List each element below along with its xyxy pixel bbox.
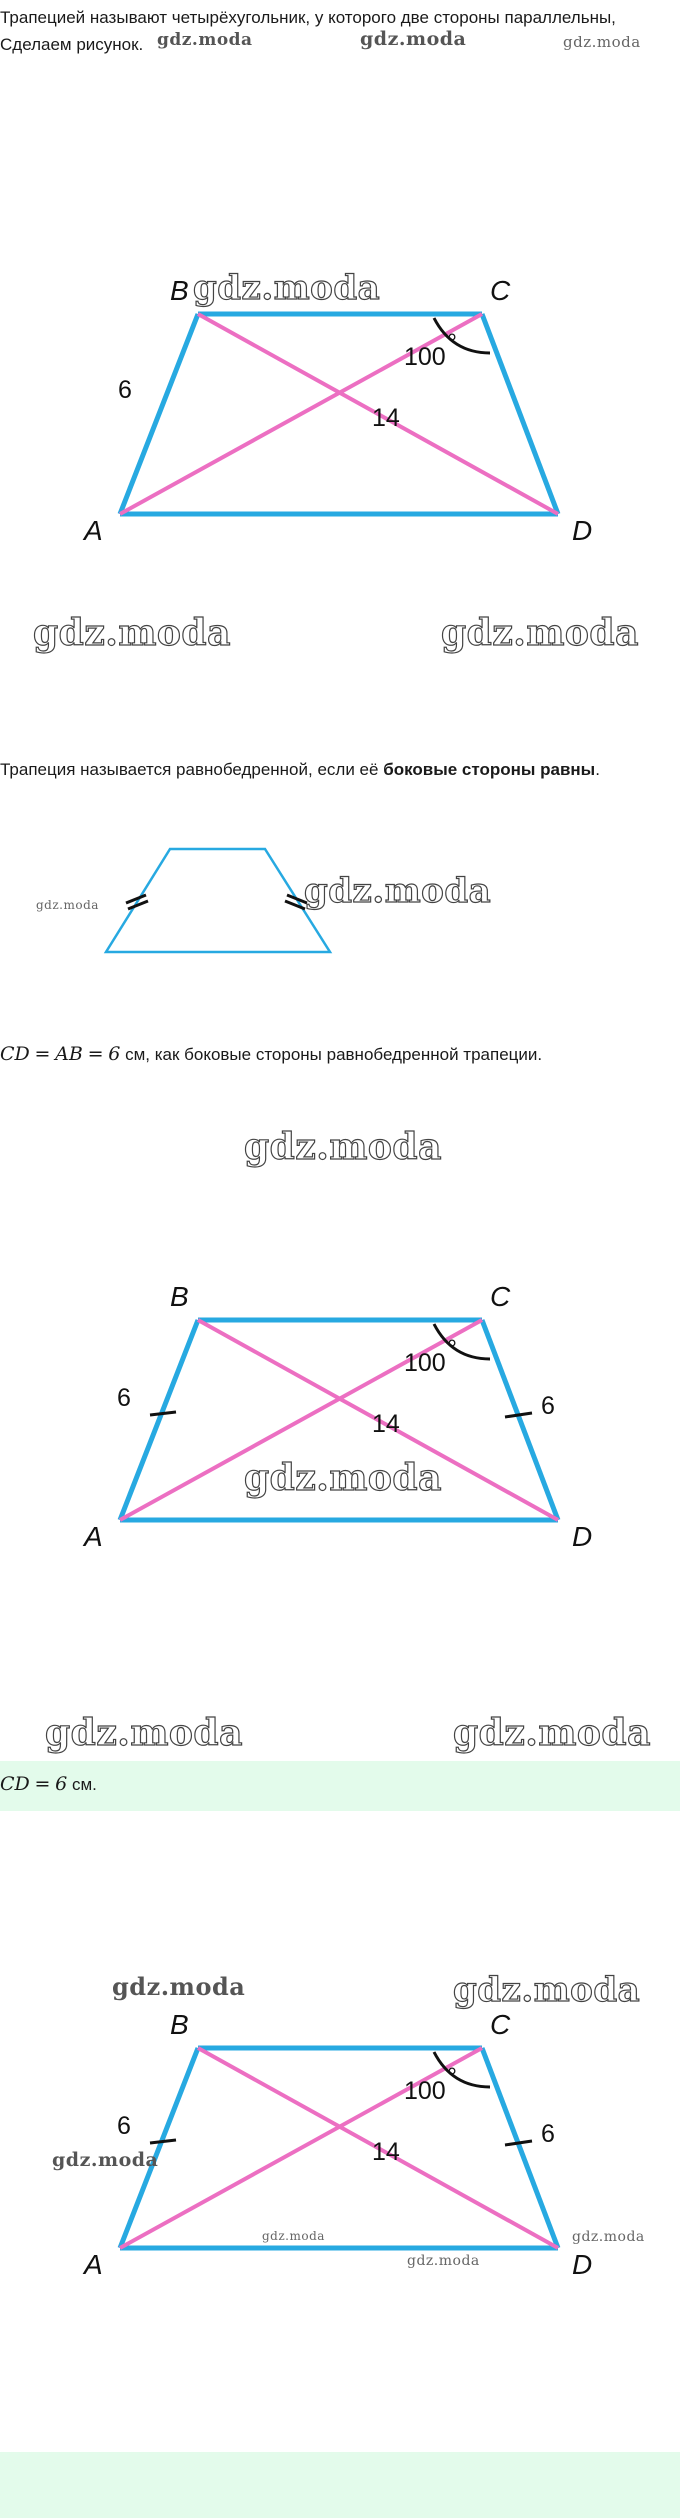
label-bd: 14 [372,2138,400,2166]
side-ab [120,314,198,514]
label-cd: 6 [541,2120,555,2148]
math-value: 6 [108,1043,121,1065]
definition-text-bold: боковые стороны равны [383,760,596,779]
label-bd: 14 [372,404,400,432]
answer-unit: см. [67,1775,97,1794]
vertex-c: C [490,1281,511,1312]
vertex-a: A [84,515,103,546]
watermark: gdz.moda [244,1457,442,1499]
math-eq-2: = [87,1043,104,1065]
side-ab [120,2048,198,2248]
watermark: gdz.moda [563,33,641,51]
tick-ab [150,1412,176,1415]
intro-line-2: Сделаем рисунок. [0,35,144,54]
step-text-rest: см, как боковые стороны равнобедренной трапеции. [120,1045,543,1064]
label-cd: 6 [541,1392,555,1420]
watermark: gdz.moda [36,898,99,912]
trapezoid-figure-2 [0,1262,680,1562]
watermark: gdz.moda [407,2253,480,2269]
label-ab: 6 [118,376,132,404]
tick-cd [505,2141,532,2145]
vertex-d: D [572,515,593,546]
vertex-a: A [84,2249,103,2280]
label-ab: 6 [117,2112,131,2140]
trapezoid-figure-3 [0,1990,680,2290]
answer-eq: = [34,1773,51,1795]
bottom-band [0,2452,680,2518]
degree-sign: ° [447,2063,457,2091]
tick-ab [150,2140,176,2143]
label-angle: 100 [404,343,446,371]
vertex-b: B [170,2009,189,2040]
vertex-b: B [170,1281,189,1312]
vertex-c: C [490,2009,511,2040]
watermark: gdz.moda [262,2229,325,2243]
label-angle: 100 [404,2077,446,2105]
degree-sign: ° [447,1335,457,1363]
watermark: gdz.moda [244,1126,442,1168]
intro-line-1: Трапецией называют четырёхугольник, у которого две стороны параллельны, [0,8,616,27]
watermark: gdz.moda [572,2229,645,2245]
definition-text [0,756,680,783]
step-text [0,1041,680,1068]
side-ab [120,1320,198,1520]
label-ab: 6 [117,1384,131,1412]
side-cd [482,2048,558,2248]
answer-band [0,1761,680,1811]
watermark: gdz.moda [360,28,467,50]
math-cd: CD [0,1043,30,1065]
label-angle: 100 [404,1349,446,1377]
side-cd [482,314,558,514]
vertex-b: B [170,275,189,306]
side-cd [482,1320,558,1520]
answer-value: 6 [55,1773,68,1795]
vertex-d: D [572,2249,593,2280]
vertex-d: D [572,1521,593,1552]
label-bd: 14 [372,1410,400,1438]
watermark: gdz.moda [157,30,253,50]
watermark: gdz.moda [441,612,639,654]
watermark: gdz.moda [453,1712,651,1754]
vertex-c: C [490,275,511,306]
watermark: gdz.moda [304,871,492,911]
degree-sign: ° [447,329,457,357]
vertex-a: A [84,1521,103,1552]
answer-cd: CD [0,1773,30,1795]
watermark: gdz.moda [193,268,381,308]
watermark: gdz.moda [33,612,231,654]
definition-text-start: Трапеция называется равнобедренной, если её [0,760,384,779]
watermark: gdz.moda [52,2149,159,2171]
math-eq-1: = [34,1043,51,1065]
watermark: gdz.moda [453,1970,641,2010]
math-ab: AB [55,1043,83,1065]
watermark: gdz.moda [112,1972,246,2001]
tick-cd [505,1413,532,1417]
watermark: gdz.moda [45,1712,243,1754]
definition-text-end: . [595,760,600,779]
